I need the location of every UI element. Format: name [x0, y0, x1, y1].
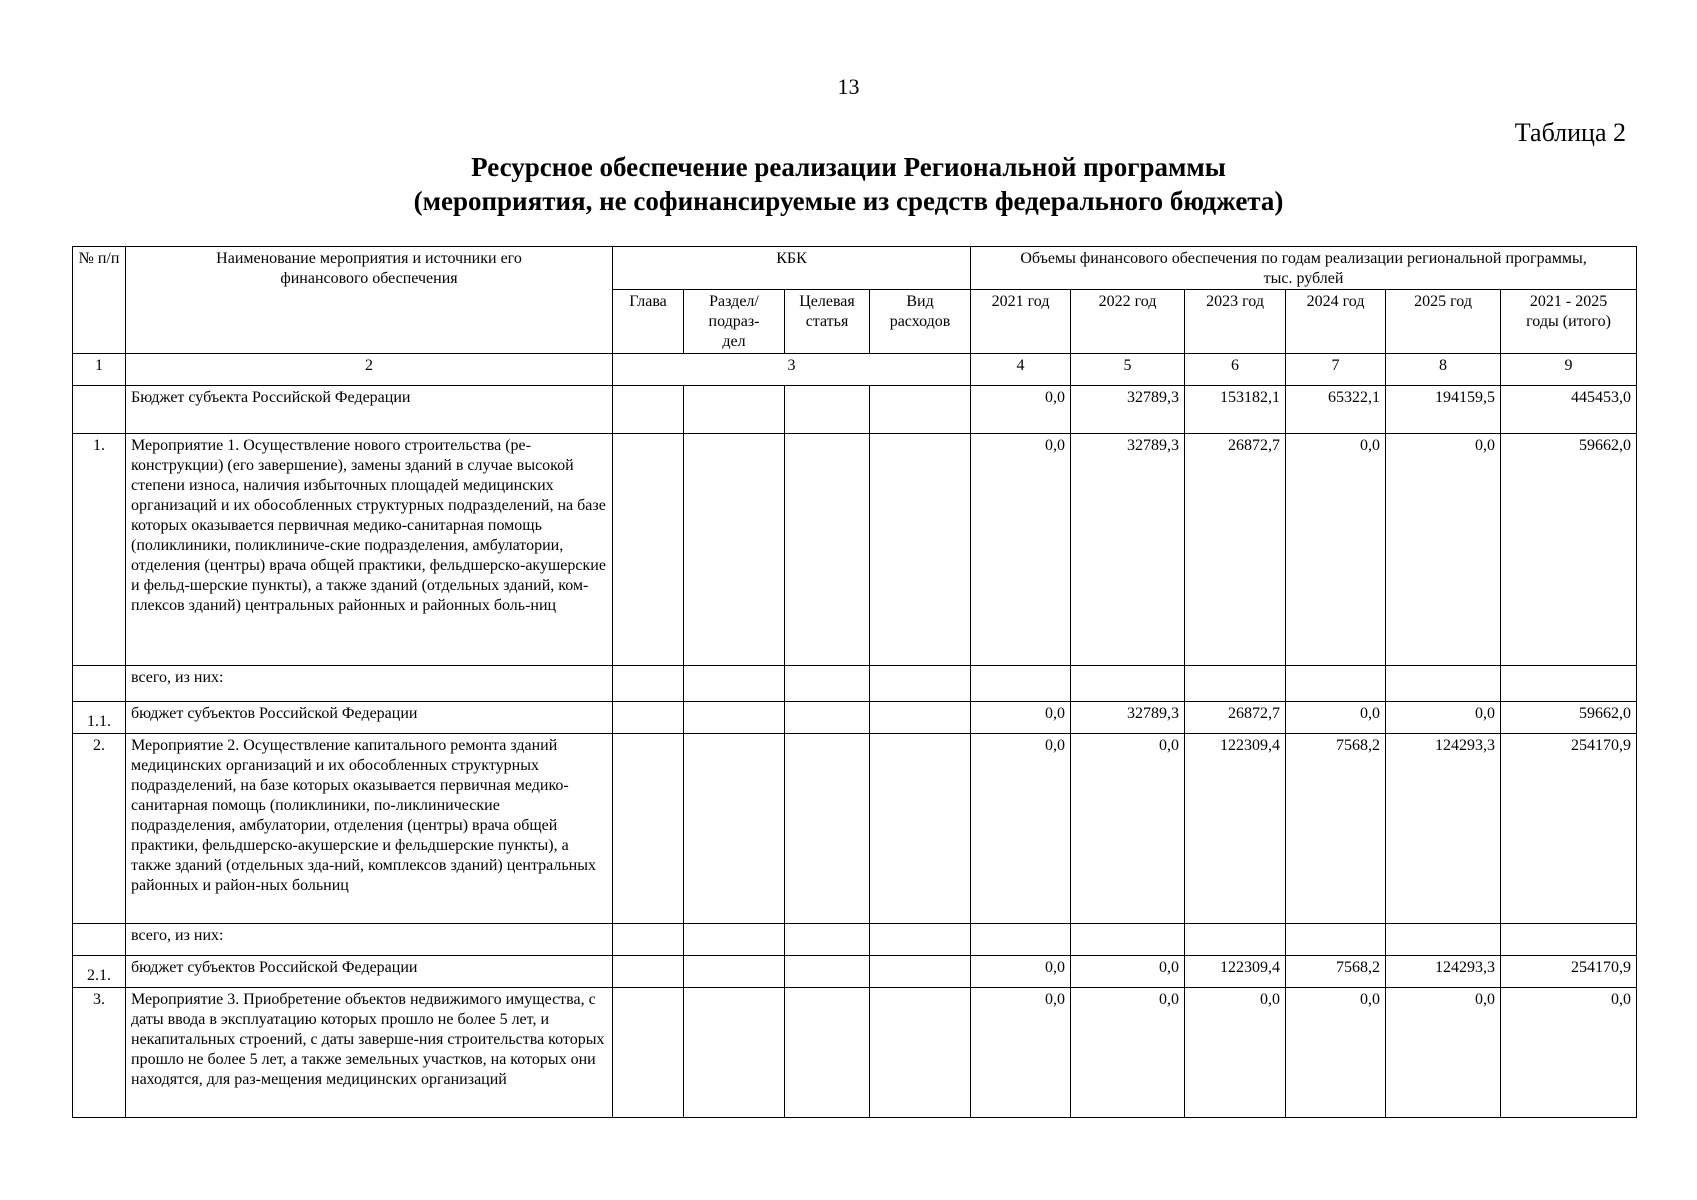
value-total: 59662,0	[1501, 702, 1637, 734]
kbk-razdel-cell	[684, 734, 785, 924]
document-title-line-1: Ресурсное обеспечение реализации Региональной программы	[471, 152, 1226, 182]
kbk-razdel-cell	[684, 666, 785, 702]
kbk-vid-cell	[870, 956, 971, 988]
kbk-tselevaya-cell	[785, 734, 870, 924]
col-number: 6	[1185, 354, 1286, 386]
col-number: 3	[613, 354, 971, 386]
value-total: 445453,0	[1501, 386, 1637, 434]
kbk-tselevaya-cell	[785, 434, 870, 666]
kbk-razdel-cell	[684, 702, 785, 734]
value-2023	[1185, 666, 1286, 702]
col-number: 7	[1286, 354, 1386, 386]
value-2021: 0,0	[971, 386, 1071, 434]
kbk-razdel-cell	[684, 956, 785, 988]
header-row-1	[73, 247, 1637, 290]
table-label: Таблица 2	[1514, 118, 1626, 147]
table-row	[73, 956, 1637, 988]
value-total: 0,0	[1501, 988, 1637, 1118]
col-number: 5	[1071, 354, 1185, 386]
value-2025: 0,0	[1386, 434, 1501, 666]
row-name: Мероприятие 2. Осуществление капитального ремонта зданий медицинских организаций и их обособленных структурных подразделений, на базе которых оказывается первичная медико-санитарная помощь (поликлиники, по-ликлинические подразделения, амбулатории, отделения (центры) врача общей практики, фельдшерско-акушерские и фельдшерские пункты), а также зданий (отдельных зда-ний, комплексов зданий) центральных районных и район-ных больниц	[126, 734, 613, 924]
col-number: 2	[126, 354, 613, 386]
table-row	[73, 434, 1637, 666]
page-number: 13	[837, 74, 860, 99]
value-total	[1501, 666, 1637, 702]
value-2023: 26872,7	[1185, 702, 1286, 734]
kbk-tselevaya-cell	[785, 666, 870, 702]
table-row	[73, 702, 1637, 734]
row-num: 2.1.	[73, 956, 126, 988]
header-name: Наименование мероприятия и источники его финансового обеспечения	[126, 247, 613, 354]
col-number: 9	[1501, 354, 1637, 386]
row-name: Бюджет субъекта Российской Федерации	[126, 386, 613, 434]
value-2025: 0,0	[1386, 988, 1501, 1118]
kbk-vid-cell	[870, 434, 971, 666]
resource-table	[72, 246, 1637, 1118]
kbk-razdel-cell	[684, 434, 785, 666]
header-vid: Вид расходов	[870, 290, 971, 354]
row-num	[73, 386, 126, 434]
value-2022: 0,0	[1071, 988, 1185, 1118]
value-2021: 0,0	[971, 702, 1071, 734]
value-2021: 0,0	[971, 988, 1071, 1118]
value-2025	[1386, 924, 1501, 956]
value-2023: 0,0	[1185, 988, 1286, 1118]
value-2024: 0,0	[1286, 988, 1386, 1118]
kbk-glava-cell	[613, 666, 684, 702]
value-2024	[1286, 924, 1386, 956]
kbk-tselevaya-cell	[785, 924, 870, 956]
row-name: всего, из них:	[126, 924, 613, 956]
value-2022	[1071, 924, 1185, 956]
kbk-vid-cell	[870, 702, 971, 734]
header-total: 2021 - 2025 годы (итого)	[1501, 290, 1637, 354]
row-name: бюджет субъектов Российской Федерации	[126, 956, 613, 988]
value-total: 59662,0	[1501, 434, 1637, 666]
value-2024: 7568,2	[1286, 734, 1386, 924]
value-2023: 153182,1	[1185, 386, 1286, 434]
value-2025: 124293,3	[1386, 734, 1501, 924]
value-2024: 65322,1	[1286, 386, 1386, 434]
value-2024: 0,0	[1286, 434, 1386, 666]
row-num: 2.	[73, 734, 126, 924]
row-num: 1.	[73, 434, 126, 666]
table-row	[73, 988, 1637, 1118]
value-total: 254170,9	[1501, 734, 1637, 924]
value-2024	[1286, 666, 1386, 702]
value-2022: 32789,3	[1071, 434, 1185, 666]
header-razdel: Раздел/ подраз- дел	[684, 290, 785, 354]
kbk-razdel-cell	[684, 386, 785, 434]
kbk-tselevaya-cell	[785, 956, 870, 988]
row-num	[73, 666, 126, 702]
kbk-glava-cell	[613, 386, 684, 434]
value-2021	[971, 666, 1071, 702]
value-2025	[1386, 666, 1501, 702]
row-name: Мероприятие 3. Приобретение объектов недвижимого имущества, с даты ввода в эксплуатацию которых прошло не более 5 лет, и некапитальных строений, с даты заверше-ния строительства которых прошло не более 5 лет, а также земельных участков, на которых они находятся, для раз-мещения медицинских организаций	[126, 988, 613, 1118]
header-glava: Глава	[613, 290, 684, 354]
header-volumes: Объемы финансового обеспечения по годам реализации региональной программы, тыс. рублей	[971, 247, 1637, 290]
document-title-line-2: (мероприятия, не софинансируемые из средств федерального бюджета)	[413, 186, 1284, 216]
kbk-glava-cell	[613, 734, 684, 924]
value-2025: 124293,3	[1386, 956, 1501, 988]
kbk-vid-cell	[870, 734, 971, 924]
value-2023	[1185, 924, 1286, 956]
value-2024: 0,0	[1286, 702, 1386, 734]
row-num: 3.	[73, 988, 126, 1118]
kbk-tselevaya-cell	[785, 386, 870, 434]
value-2022: 0,0	[1071, 956, 1185, 988]
kbk-tselevaya-cell	[785, 988, 870, 1118]
col-number: 1	[73, 354, 126, 386]
kbk-glava-cell	[613, 702, 684, 734]
value-2023: 26872,7	[1185, 434, 1286, 666]
kbk-glava-cell	[613, 956, 684, 988]
kbk-razdel-cell	[684, 988, 785, 1118]
kbk-vid-cell	[870, 988, 971, 1118]
value-2021: 0,0	[971, 434, 1071, 666]
value-2024: 7568,2	[1286, 956, 1386, 988]
header-tselevaya: Целевая статья	[785, 290, 870, 354]
row-num: 1.1.	[73, 702, 126, 734]
value-2025: 0,0	[1386, 702, 1501, 734]
value-2022: 32789,3	[1071, 702, 1185, 734]
kbk-glava-cell	[613, 434, 684, 666]
row-name: бюджет субъектов Российской Федерации	[126, 702, 613, 734]
value-2022	[1071, 666, 1185, 702]
header-2022: 2022 год	[1071, 290, 1185, 354]
header-2023: 2023 год	[1185, 290, 1286, 354]
value-total: 254170,9	[1501, 956, 1637, 988]
row-num	[73, 924, 126, 956]
value-2022: 32789,3	[1071, 386, 1185, 434]
value-2023: 122309,4	[1185, 956, 1286, 988]
col-number: 8	[1386, 354, 1501, 386]
table-row	[73, 666, 1637, 702]
column-numbers-row	[73, 354, 1637, 386]
row-name: Мероприятие 1. Осуществление нового строительства (ре-конструкции) (его завершение), замены зданий в случае высокой степени износа, наличия избыточных площадей медицинских организаций и их обособленных структурных подразделений, на базе которых оказывается первичная медико-санитарная помощь (поликлиники, поликлиниче-ские подразделения, амбулатории, отделения (центры) врача общей практики, фельдшерско-акушерские и фельд-шерские пункты), а также зданий (отдельных зданий, ком-плексов зданий) центральных районных и районных боль-ниц	[126, 434, 613, 666]
header-2024: 2024 год	[1286, 290, 1386, 354]
value-2023: 122309,4	[1185, 734, 1286, 924]
kbk-vid-cell	[870, 666, 971, 702]
table-row	[73, 924, 1637, 956]
header-2025: 2025 год	[1386, 290, 1501, 354]
header-num: № п/п	[73, 247, 126, 354]
value-2025: 194159,5	[1386, 386, 1501, 434]
col-number: 4	[971, 354, 1071, 386]
header-kbk: КБК	[613, 247, 971, 290]
kbk-vid-cell	[870, 386, 971, 434]
table-row	[73, 386, 1637, 434]
value-2021: 0,0	[971, 734, 1071, 924]
value-total	[1501, 924, 1637, 956]
value-2022: 0,0	[1071, 734, 1185, 924]
kbk-vid-cell	[870, 924, 971, 956]
kbk-tselevaya-cell	[785, 702, 870, 734]
kbk-glava-cell	[613, 988, 684, 1118]
table-row	[73, 734, 1637, 924]
value-2021	[971, 924, 1071, 956]
kbk-glava-cell	[613, 924, 684, 956]
value-2021: 0,0	[971, 956, 1071, 988]
header-2021: 2021 год	[971, 290, 1071, 354]
kbk-razdel-cell	[684, 924, 785, 956]
row-name: всего, из них:	[126, 666, 613, 702]
